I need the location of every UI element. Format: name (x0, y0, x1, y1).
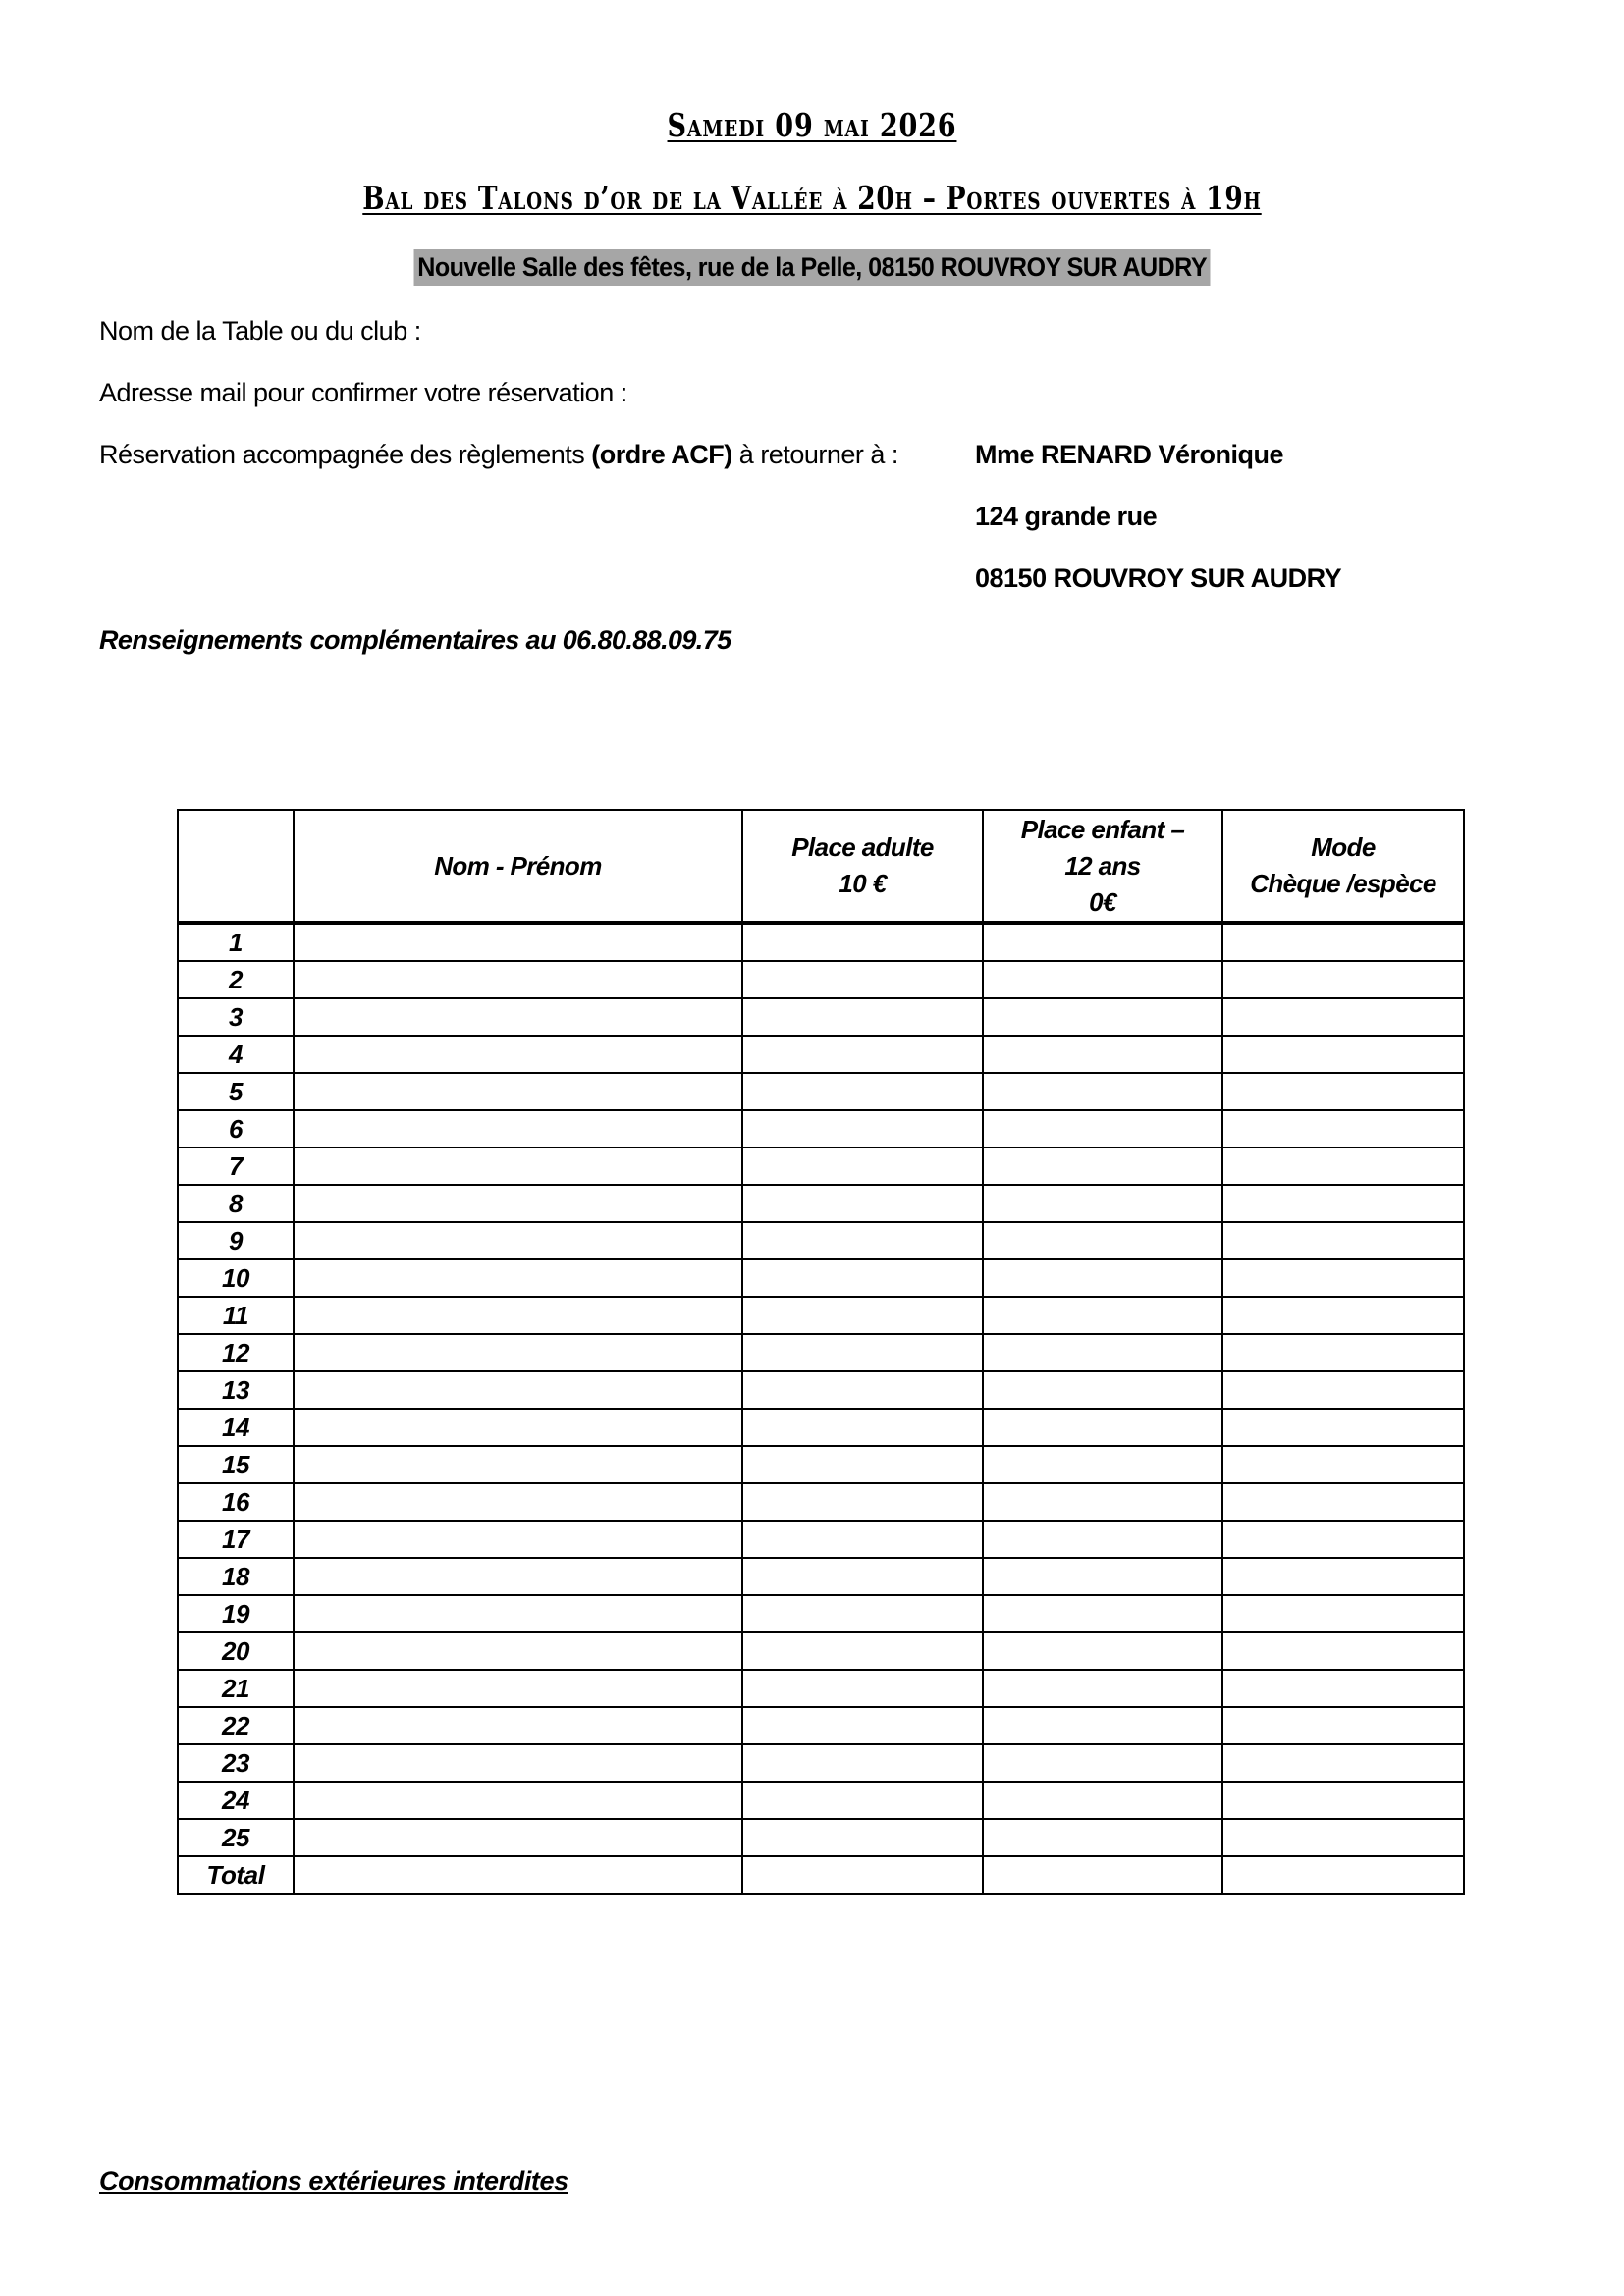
cell-payment-mode[interactable] (1222, 961, 1464, 998)
cell-adult-seat[interactable] (742, 1595, 983, 1632)
info-phone: Renseignements complémentaires au 06.80.88.09.75 (99, 625, 731, 655)
cell-child-seat[interactable] (983, 1148, 1222, 1185)
reservation-instructions (99, 440, 898, 470)
table-row (178, 1483, 1464, 1521)
cell-adult-seat[interactable] (742, 1446, 983, 1483)
cell-payment-mode[interactable] (1222, 1670, 1464, 1707)
row-number: 24 (178, 1782, 294, 1819)
header-payment-mode (1222, 810, 1464, 923)
reservation-table (177, 809, 1465, 1895)
cell-name[interactable] (294, 1148, 742, 1185)
cell-payment-mode[interactable] (1222, 1595, 1464, 1632)
cell-adult-seat[interactable] (742, 1110, 983, 1148)
row-number: 16 (178, 1483, 294, 1521)
cell-name[interactable] (294, 1521, 742, 1558)
header-text-line: Nom - Prénom (434, 850, 602, 881)
row-number: 7 (178, 1148, 294, 1185)
cell-name[interactable] (294, 923, 742, 961)
recipient-street: 124 grande rue (975, 502, 1158, 531)
cell-child-seat[interactable] (983, 1409, 1222, 1446)
cell-child-seat[interactable] (983, 1782, 1222, 1819)
cell-adult-seat[interactable] (742, 1371, 983, 1409)
table-row (178, 1036, 1464, 1073)
row-number: 11 (178, 1297, 294, 1334)
cell-adult-seat[interactable] (742, 1819, 983, 1856)
table-row (178, 1446, 1464, 1483)
cell-payment-mode[interactable] (1222, 1446, 1464, 1483)
table-row (178, 1595, 1464, 1632)
cell-payment-mode[interactable] (1222, 923, 1464, 961)
cell-payment-mode[interactable] (1222, 1148, 1464, 1185)
cell-child-seat[interactable] (983, 1110, 1222, 1148)
row-number: 9 (178, 1222, 294, 1259)
reservation-suffix: à retourner à : (731, 440, 898, 469)
row-number: 18 (178, 1558, 294, 1595)
cell-child-seat[interactable] (983, 1595, 1222, 1632)
table-row (178, 1110, 1464, 1148)
header-number (178, 810, 294, 923)
cell-child-seat[interactable] (983, 1483, 1222, 1521)
cell-adult-seat[interactable] (742, 1036, 983, 1073)
cell-name[interactable] (294, 1110, 742, 1148)
header-text-line: 12 ans (1064, 850, 1141, 881)
cell-payment-mode[interactable] (1222, 1334, 1464, 1371)
row-number: 17 (178, 1521, 294, 1558)
footer-note: Consommations extérieures interdites (99, 2166, 568, 2196)
header-text-line: 0€ (1089, 886, 1116, 917)
cell-adult-seat[interactable] (742, 1259, 983, 1297)
recipient-city: 08150 ROUVROY SUR AUDRY (975, 563, 1342, 593)
cell-adult-seat[interactable] (742, 1148, 983, 1185)
table-row (178, 1782, 1464, 1819)
table-row (178, 1148, 1464, 1185)
table-row (178, 1334, 1464, 1371)
cell-child-seat[interactable] (983, 923, 1222, 961)
cell-adult-seat[interactable] (742, 923, 983, 961)
table-body (178, 923, 1464, 1894)
cell-child-seat[interactable] (983, 961, 1222, 998)
header-adult-seat (742, 810, 983, 923)
reservation-order: (ordre ACF) (591, 440, 732, 469)
row-number: 14 (178, 1409, 294, 1446)
cell-payment-mode[interactable] (1222, 1036, 1464, 1073)
cell-child-seat[interactable] (983, 1334, 1222, 1371)
cell-payment-mode[interactable] (1222, 1110, 1464, 1148)
total-label: Total (178, 1856, 294, 1894)
cell-payment-mode[interactable] (1222, 1819, 1464, 1856)
cell-adult-seat[interactable] (742, 1334, 983, 1371)
cell-name[interactable] (294, 1707, 742, 1744)
cell-name[interactable] (294, 1185, 742, 1222)
cell-child-seat[interactable] (983, 1558, 1222, 1595)
cell-payment-mode[interactable] (1222, 1744, 1464, 1782)
header-text-line: Place enfant – (1020, 814, 1185, 844)
cell-child-seat[interactable] (983, 1632, 1222, 1670)
table-row (178, 961, 1464, 998)
table-row (178, 923, 1464, 961)
row-number: 22 (178, 1707, 294, 1744)
cell-adult-seat[interactable] (742, 1297, 983, 1334)
cell-payment-mode[interactable] (1222, 1632, 1464, 1670)
cell-adult-seat[interactable] (742, 998, 983, 1036)
table-header-row (178, 810, 1464, 923)
cell-adult-seat[interactable] (742, 1185, 983, 1222)
cell-adult-seat[interactable] (742, 1670, 983, 1707)
cell-name[interactable] (294, 998, 742, 1036)
cell-child-seat[interactable] (983, 1297, 1222, 1334)
table-row (178, 1259, 1464, 1297)
cell-payment-mode[interactable] (1222, 1297, 1464, 1334)
cell-adult-seat[interactable] (742, 1521, 983, 1558)
cell-adult-seat[interactable] (742, 961, 983, 998)
row-number: 1 (178, 923, 294, 961)
table-row (178, 1558, 1464, 1595)
cell-adult-seat[interactable] (742, 1744, 983, 1782)
row-number: 3 (178, 998, 294, 1036)
table-row (178, 1371, 1464, 1409)
table-row (178, 1819, 1464, 1856)
cell-adult-seat[interactable] (742, 1632, 983, 1670)
cell-payment-mode[interactable] (1222, 1558, 1464, 1595)
row-number: 15 (178, 1446, 294, 1483)
cell-payment-mode[interactable] (1222, 1073, 1464, 1110)
cell-name[interactable] (294, 1782, 742, 1819)
cell-child-seat[interactable] (983, 1371, 1222, 1409)
cell-adult-seat[interactable] (742, 1409, 983, 1446)
header-name (294, 810, 742, 923)
cell-child-seat[interactable] (983, 1670, 1222, 1707)
cell-adult-seat[interactable] (742, 1222, 983, 1259)
row-number: 10 (178, 1259, 294, 1297)
cell-name[interactable] (294, 961, 742, 998)
cell-child-seat[interactable] (983, 1744, 1222, 1782)
cell-name[interactable] (294, 1558, 742, 1595)
cell-name[interactable] (294, 1073, 742, 1110)
cell-child-seat[interactable] (983, 1259, 1222, 1297)
cell-payment-mode[interactable] (1222, 1483, 1464, 1521)
cell-payment-mode[interactable] (1222, 1409, 1464, 1446)
row-number: 23 (178, 1744, 294, 1782)
cell-child-seat[interactable] (983, 1707, 1222, 1744)
cell-name[interactable] (294, 1632, 742, 1670)
row-number: 2 (178, 961, 294, 998)
cell-child-seat[interactable] (983, 1446, 1222, 1483)
cell-payment-mode[interactable] (1222, 1222, 1464, 1259)
cell-payment-mode[interactable] (1222, 1707, 1464, 1744)
table-row (178, 998, 1464, 1036)
row-number: 6 (178, 1110, 294, 1148)
cell-child-seat[interactable] (983, 1222, 1222, 1259)
cell-adult-seat[interactable] (742, 1856, 983, 1894)
row-number: 4 (178, 1036, 294, 1073)
cell-adult-seat[interactable] (742, 1483, 983, 1521)
recipient-name: Mme RENARD Véronique (975, 440, 1284, 469)
cell-child-seat[interactable] (983, 1073, 1222, 1110)
cell-adult-seat[interactable] (742, 1073, 983, 1110)
email-label: Adresse mail pour confirmer votre réservation : (99, 378, 627, 407)
row-number: 8 (178, 1185, 294, 1222)
cell-child-seat[interactable] (983, 1856, 1222, 1894)
cell-name[interactable] (294, 1819, 742, 1856)
cell-child-seat[interactable] (983, 1819, 1222, 1856)
cell-child-seat[interactable] (983, 1185, 1222, 1222)
cell-name[interactable] (294, 1595, 742, 1632)
cell-adult-seat[interactable] (742, 1558, 983, 1595)
table-row (178, 1521, 1464, 1558)
table-row (178, 1707, 1464, 1744)
header-child-seat (983, 810, 1222, 923)
reservation-prefix: Réservation accompagnée des règlements (99, 440, 592, 469)
table-row (178, 1222, 1464, 1259)
cell-name[interactable] (294, 1409, 742, 1446)
cell-child-seat[interactable] (983, 998, 1222, 1036)
cell-name[interactable] (294, 1259, 742, 1297)
table-row (178, 1185, 1464, 1222)
row-number: 13 (178, 1371, 294, 1409)
cell-name[interactable] (294, 1483, 742, 1521)
table-row (178, 1632, 1464, 1670)
table-row (178, 1409, 1464, 1446)
cell-adult-seat[interactable] (742, 1782, 983, 1819)
header-text-line: 10 € (839, 869, 887, 898)
row-number: 20 (178, 1632, 294, 1670)
cell-name[interactable] (294, 1670, 742, 1707)
table-row (178, 1297, 1464, 1334)
cell-payment-mode[interactable] (1222, 1185, 1464, 1222)
cell-name[interactable] (294, 1297, 742, 1334)
cell-name[interactable] (294, 1856, 742, 1894)
table-row (178, 1670, 1464, 1707)
row-number: 5 (178, 1073, 294, 1110)
venue-wrapper (0, 249, 1624, 286)
cell-name[interactable] (294, 1371, 742, 1409)
header-text-line: Mode (1311, 832, 1376, 862)
header-text-line: Chèque /espèce (1250, 869, 1436, 898)
row-number: 12 (178, 1334, 294, 1371)
cell-adult-seat[interactable] (742, 1707, 983, 1744)
total-row (178, 1856, 1464, 1894)
club-name-label: Nom de la Table ou du club : (99, 316, 421, 346)
cell-child-seat[interactable] (983, 1521, 1222, 1558)
cell-payment-mode[interactable] (1222, 998, 1464, 1036)
row-number: 21 (178, 1670, 294, 1707)
cell-name[interactable] (294, 1222, 742, 1259)
cell-name[interactable] (294, 1446, 742, 1483)
cell-payment-mode[interactable] (1222, 1856, 1464, 1894)
cell-name[interactable] (294, 1334, 742, 1371)
cell-payment-mode[interactable] (1222, 1521, 1464, 1558)
cell-payment-mode[interactable] (1222, 1782, 1464, 1819)
cell-child-seat[interactable] (983, 1036, 1222, 1073)
table-row (178, 1073, 1464, 1110)
event-title: Bal des Talons d’or de la Vallée à 20h – Portes ouvertes à 19h (362, 179, 1262, 217)
row-number: 19 (178, 1595, 294, 1632)
row-number: 25 (178, 1819, 294, 1856)
header-text-line: Place adulte (791, 832, 934, 862)
venue-address-highlight: Nouvelle Salle des fêtes, rue de la Pelle, 08150 ROUVROY SUR AUDRY (413, 249, 1210, 286)
cell-payment-mode[interactable] (1222, 1371, 1464, 1409)
cell-payment-mode[interactable] (1222, 1259, 1464, 1297)
cell-name[interactable] (294, 1744, 742, 1782)
event-date-title: Samedi 09 mai 2026 (667, 106, 957, 144)
table-row (178, 1744, 1464, 1782)
cell-name[interactable] (294, 1036, 742, 1073)
